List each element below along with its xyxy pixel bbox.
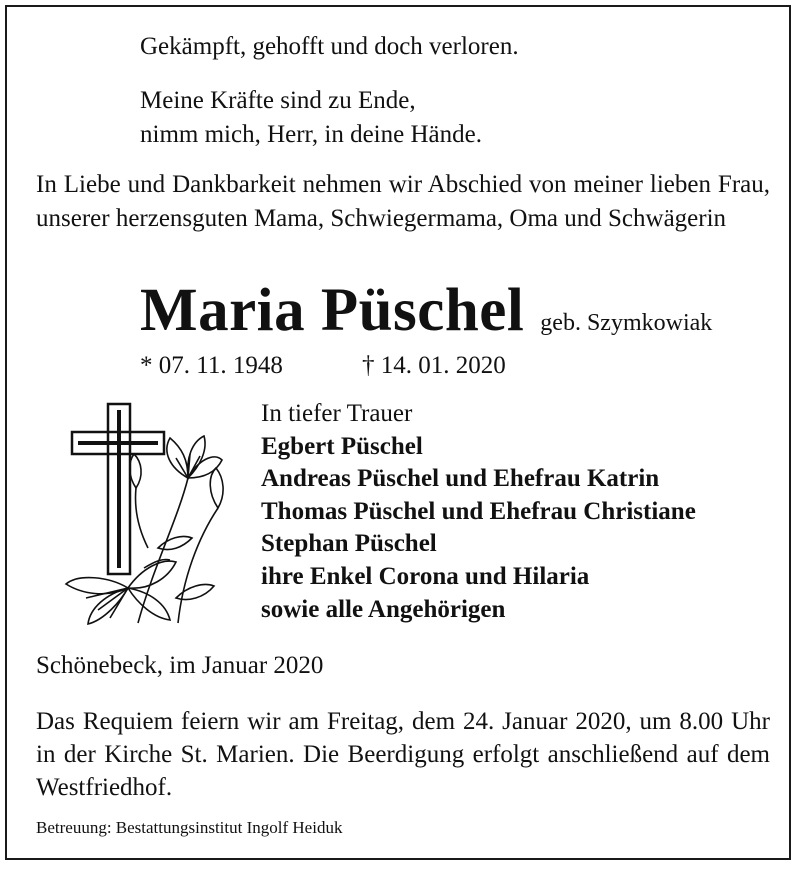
mourner-name: Egbert Püschel <box>261 432 423 460</box>
mourner-name: Andreas Püschel und Ehefrau Katrin <box>261 465 660 493</box>
deceased-name: Maria Püschel <box>140 277 525 344</box>
place-date: Schönebeck, im Januar 2020 <box>36 652 324 679</box>
mourner-name: ihre Enkel Corona und Hilaria <box>261 562 590 590</box>
mourners-block <box>261 398 696 626</box>
verse-line-1: Gekämpft, gehofft und doch verloren. <box>140 33 519 60</box>
life-dates <box>140 352 506 380</box>
birth-name: geb. Szymkowiak <box>540 310 713 336</box>
birth-date: * 07. 11. 1948 <box>140 352 283 379</box>
deceased-name-row <box>140 276 712 346</box>
verse-line-3: nimm mich, Herr, in deine Hände. <box>140 121 482 148</box>
mourner-name: Stephan Püschel <box>261 530 437 558</box>
mourner-name: Thomas Püschel und Ehefrau Christiane <box>261 497 696 525</box>
death-date: † 14. 01. 2020 <box>362 352 506 379</box>
mourners-heading: In tiefer Trauer <box>261 400 413 427</box>
requiem-text: Das Requiem feiern wir am Freitag, dem 24. Januar 2020, um 8.00 Uhr in der Kirche St. Marien. Die Beerdigung erfolgt anschließend auf dem Westfriedhof. <box>36 708 770 801</box>
intro-text: In Liebe und Dankbarkeit nehmen wir Abschied von meiner lieben Frau, unserer herzensguten Mama, Schwiegermama, Oma und Schwägerin <box>36 171 770 232</box>
cross-with-lilies-icon <box>58 398 228 634</box>
mourner-name: sowie alle Angehörigen <box>261 595 506 623</box>
verse-line-2: Meine Kräfte sind zu Ende, <box>140 87 416 114</box>
funeral-home-credit: Betreuung: Bestattungsinstitut Ingolf Heiduk <box>36 818 343 837</box>
